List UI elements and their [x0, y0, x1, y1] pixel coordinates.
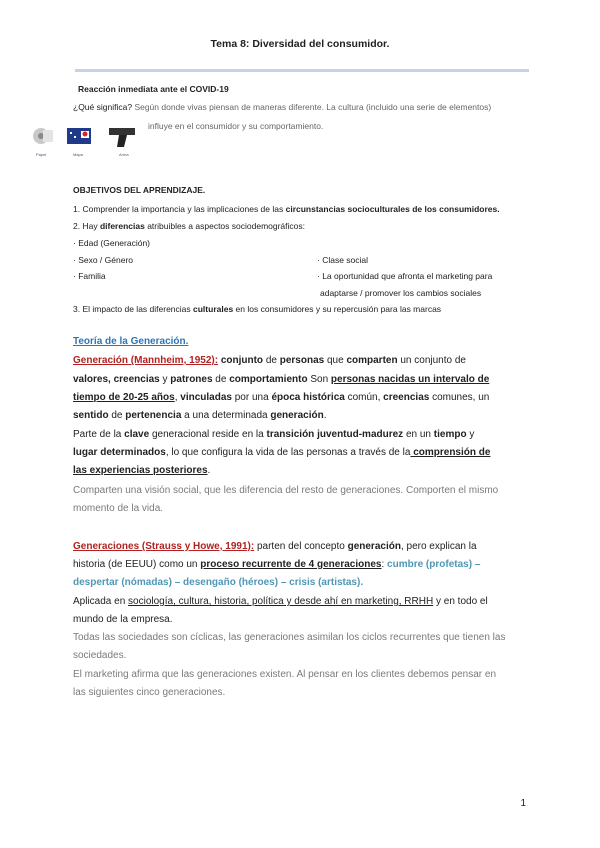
list-item: · La oportunidad que afronta el marketing para	[317, 271, 493, 281]
objective-1: 1. Comprender la importancia y las implicaciones de las circunstancias socioculturales de los consumidores.	[73, 204, 500, 214]
title-divider	[75, 69, 529, 72]
list-item: · Clase social	[317, 255, 369, 265]
key-line-3: las experiencias posteriores.	[73, 465, 211, 476]
covid-heading: Reacción inmediata ante el COVID-19	[78, 84, 229, 94]
mannheim-line-2: valores, creencias y patrones de comportamiento Son personas nacidas un intervalo de	[73, 374, 490, 385]
page-title: Tema 8: Diversidad del consumidor.	[210, 38, 390, 50]
strauss-line-1: Generaciones (Strauss y Howe, 1991): parten del concepto generación, pero explican la	[73, 541, 477, 552]
strauss-line-5: mundo de la empresa.	[73, 614, 173, 625]
cyclic-line-1: Todas las sociedades son cíclicas, las generaciones asimilan los ciclos recurrentes que tienen las	[73, 632, 506, 643]
strauss-line-4: Aplicada en sociología, cultura, historia, política y desde ahí en marketing, RRHH y en todo el	[73, 596, 488, 607]
mannheim-line-1: Generación (Mannheim, 1952): conjunto de personas que comparten un conjunto de	[73, 355, 466, 366]
page-number: 1	[520, 798, 526, 809]
list-item: · Edad (Generación)	[73, 238, 151, 248]
marketing-line-2: las siguientes cinco generaciones.	[73, 687, 226, 698]
generation-theory-heading: Teoría de la Generación.	[73, 336, 189, 347]
marketing-line-1: El marketing afirma que las generaciones existen. Al pensar en los clientes debemos pensar en	[73, 669, 497, 680]
list-item: · Familia	[73, 271, 106, 281]
list-item: · Sexo / Género	[73, 255, 134, 265]
shared-vision-line-1: Comparten una visión social, que les diferencia del resto de generaciones. Comporten el mismo	[73, 485, 499, 496]
objectives-heading: OBJETIVOS DEL APRENDIZAJE.	[73, 185, 206, 195]
toilet-paper-icon	[31, 124, 55, 146]
flag-icon	[66, 125, 90, 147]
strauss-line-3: despertar (nómadas) – desengaño (héroes) – crisis (artistas).	[73, 577, 364, 588]
covid-question-cont: influye en el consumidor y su comportamiento.	[148, 121, 324, 131]
objective-3: 3. El impacto de las diferencias culturales en los consumidores y su repercusión para las marcas	[73, 304, 442, 314]
mannheim-line-3: tiempo de 20-25 años, vinculadas por una época histórica común, creencias comunes, un	[73, 392, 490, 403]
covid-question: ¿Qué significa? Según donde vivas piensan de maneras diferente. La cultura (incluido una serie de elementos)	[73, 102, 492, 112]
objective-2: 2. Hay diferencias atribuibles a aspectos sociodemográficos:	[73, 221, 305, 231]
mannheim-line-4: sentido de pertenencia a una determinada generación.	[73, 410, 327, 421]
cyclic-line-2: sociedades.	[73, 650, 127, 661]
pistol-icon	[107, 126, 137, 148]
shared-vision-line-2: momento de la vida.	[73, 503, 164, 514]
strauss-line-2: historia (de EEUU) como un proceso recurrente de 4 generaciones: cumbre (profetas) –	[73, 559, 481, 570]
key-line-1: Parte de la clave generacional reside en la transición juventud-madurez en un tiempo y	[73, 429, 475, 440]
list-item: adaptarse / promover los cambios sociales	[320, 288, 482, 298]
key-line-2: lugar determinados, lo que configura la vida de las personas a través de la comprensión de	[73, 447, 491, 458]
